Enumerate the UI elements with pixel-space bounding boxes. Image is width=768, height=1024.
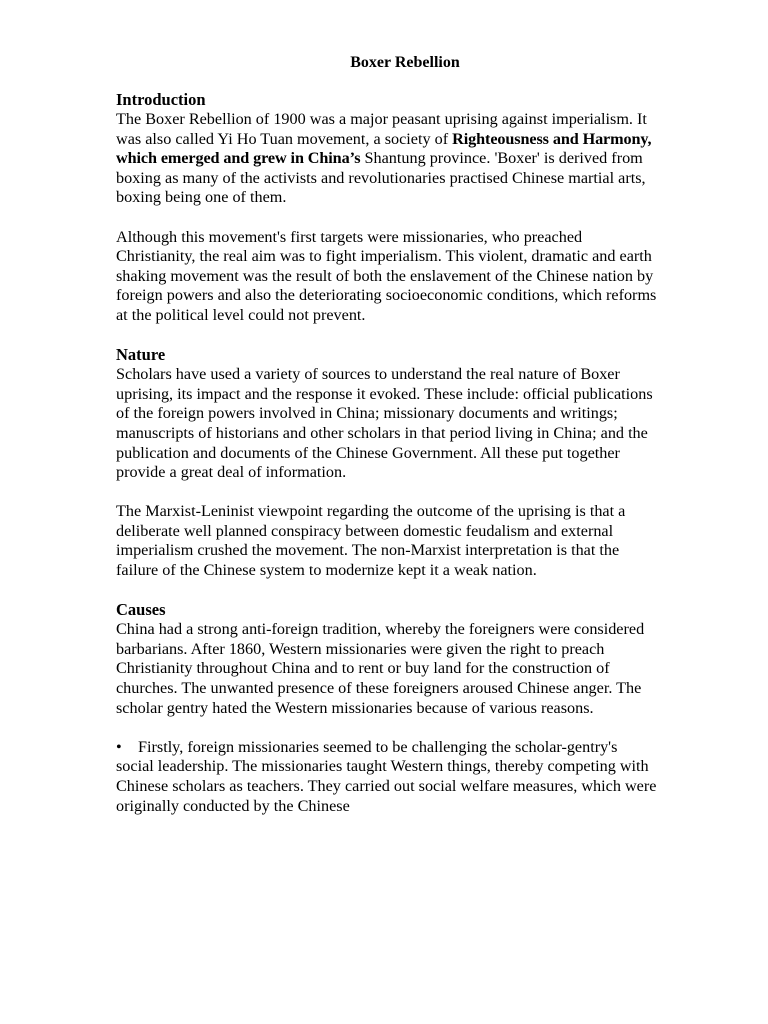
introduction-paragraph-2: Although this movement's first targets were missionaries, who preached Christianity, the real aim was to fight imperialism. This violent, dramatic and earth shaking movement was the result of both the enslavement of the Chinese nation by foreign powers and also the deteriorating socioeconomic conditions, which reforms at the political level could not prevent. <box>116 227 657 324</box>
introduction-section <box>116 90 658 345</box>
bullet-icon: • <box>116 737 122 756</box>
causes-paragraph-1: China had a strong anti-foreign tradition, whereby the foreigners were considered barbarians. After 1860, Western missionaries were given the right to preach Christianity throughout China and to rent or buy land for the construction of churches. The unwanted presence of these foreigners aroused Chinese anger. The scholar gentry hated the Western missionaries because of various reasons. <box>116 620 645 717</box>
introduction-heading: Introduction <box>116 90 206 109</box>
page-title: Boxer Rebellion <box>350 54 460 71</box>
introduction-p1-text-a: The Boxer Rebellion of 1900 was a major peasant uprising against imperialism. It was also called Yi Ho Tuan movement, a society of <box>116 110 647 148</box>
causes-heading: Causes <box>116 600 166 620</box>
causes-bullet-1-text: Firstly, foreign missionaries seemed to be challenging the scholar-gentry's social leadership. The missionaries taught Western things, thereby competing with Chinese scholars as teachers. They carried out social welfare measures, which were originally conducted by the Chinese <box>116 737 657 815</box>
nature-paragraph-1: Scholars have used a variety of sources to understand the real nature of Boxer uprising, its impact and the response it evoked. These include: official publications of the foreign powers involved in China; missionary documents and writings; manuscripts of historians and other scholars in that period living in China; and the publication and documents of the Chinese Government. All these put together provide a great deal of information. <box>116 365 653 482</box>
introduction-p1-text-b: Shantung province. 'Boxer' is derived from boxing as many of the activists and revolutionaries practised Chinese martial arts, boxing being one of them. <box>116 149 646 207</box>
nature-heading: Nature <box>116 345 166 365</box>
causes-section <box>116 600 658 816</box>
nature-section <box>116 345 658 600</box>
introduction-paragraph-1 <box>116 110 658 208</box>
causes-bullet-item-1 <box>116 738 658 816</box>
introduction-p1-bold-text: Righteousness and Harmony, which emerged and grew in China’s <box>116 129 652 168</box>
nature-paragraph-2: The Marxist-Leninist viewpoint regarding the outcome of the uprising is that a deliberate well planned conspiracy between domestic feudalism and external imperialism crushed the movement. The non-Marxist interpretation is that the failure of the Chinese system to modernize kept it a weak nation. <box>116 502 626 580</box>
